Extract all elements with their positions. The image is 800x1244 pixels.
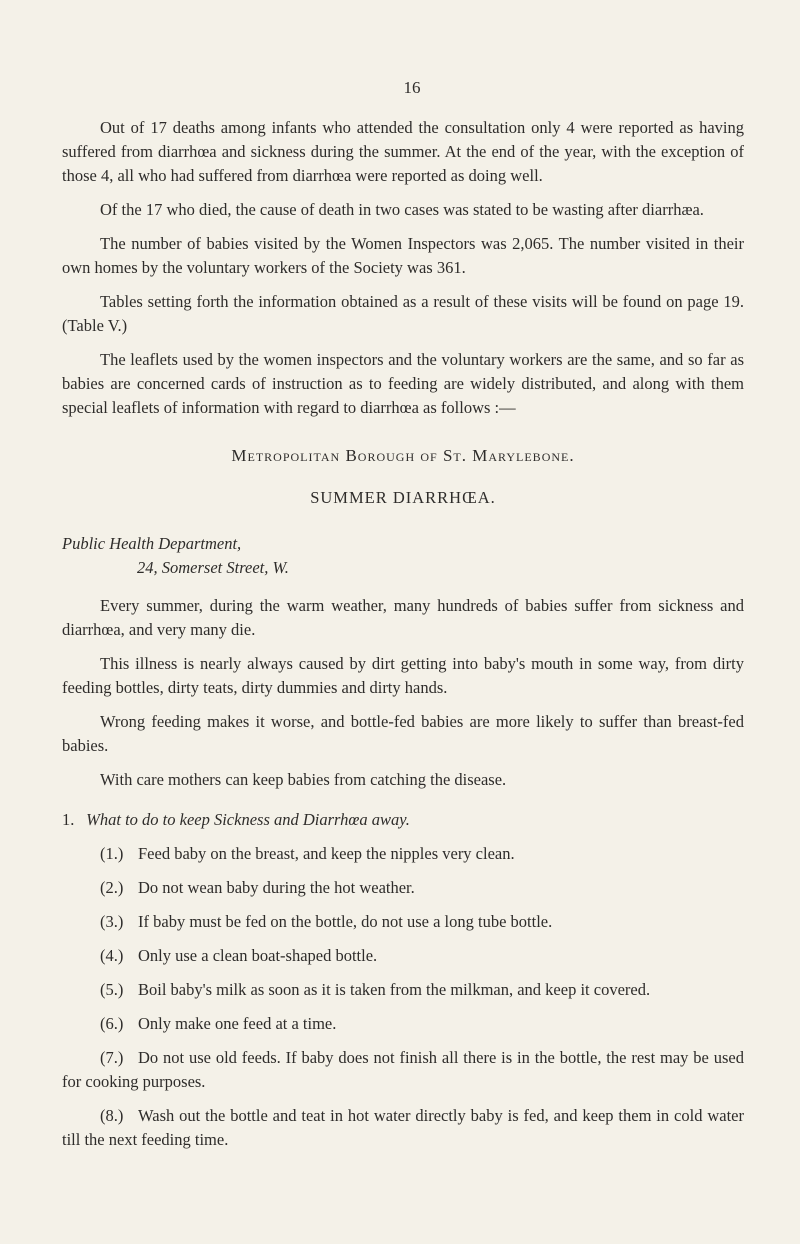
leaflet-title: SUMMER DIARRHŒA. bbox=[310, 488, 496, 507]
instruction-item bbox=[62, 944, 744, 968]
section-heading bbox=[62, 808, 744, 832]
instruction-item bbox=[62, 1046, 744, 1094]
item-number: (4.) bbox=[100, 946, 124, 965]
instruction-item bbox=[62, 978, 744, 1002]
instruction-item bbox=[62, 1104, 744, 1152]
item-text: Do not wean baby during the hot weather. bbox=[138, 878, 415, 897]
instruction-list bbox=[62, 842, 744, 1152]
intro-paragraph: Out of 17 deaths among infants who attended the consultation only 4 were reported as having suffered from diarrhœa and sickness during the summer. At the end of the year, with the exception of those 4, all who had suffered from diarrhœa were reported as doing well. bbox=[62, 118, 744, 185]
item-text: Wash out the bottle and teat in hot water directly baby is fed, and keep them in cold water till the next feeding time. bbox=[62, 1106, 744, 1149]
intro-paragraph: The number of babies visited by the Women Inspectors was 2,065. The number visited in their own homes by the voluntary workers of the Society was 361. bbox=[62, 234, 744, 277]
address-line-2: 24, Somerset Street, W. bbox=[137, 558, 289, 577]
borough-heading: Metropolitan Borough of St. Marylebone. bbox=[231, 446, 575, 465]
intro-paragraph: Of the 17 who died, the cause of death in two cases was stated to be wasting after diarrhæa. bbox=[100, 200, 704, 219]
item-number: (6.) bbox=[100, 1014, 124, 1033]
page-body bbox=[62, 116, 744, 1162]
section-title: What to do to keep Sickness and Diarrhœa away. bbox=[86, 810, 410, 829]
instruction-item bbox=[62, 842, 744, 866]
item-text: Do not use old feeds. If baby does not finish all there is in the bottle, the rest may be used for cooking purposes. bbox=[62, 1048, 744, 1091]
advice-paragraph: With care mothers can keep babies from catching the disease. bbox=[100, 770, 507, 789]
address-line-1: Public Health Department, bbox=[62, 534, 242, 553]
item-text: If baby must be fed on the bottle, do not use a long tube bottle. bbox=[138, 912, 553, 931]
advice-paragraph: Every summer, during the warm weather, many hundreds of babies suffer from sickness and diarrhœa, and very many die. bbox=[62, 596, 744, 639]
item-number: (8.) bbox=[100, 1106, 124, 1125]
item-text: Only make one feed at a time. bbox=[138, 1014, 337, 1033]
advice-section bbox=[62, 594, 744, 792]
item-number: (2.) bbox=[100, 878, 124, 897]
item-text: Only use a clean boat-shaped bottle. bbox=[138, 946, 378, 965]
intro-paragraph: The leaflets used by the women inspectors and the voluntary workers are the same, and so far as babies are concerned cards of instruction as to feeding are widely distributed, and along with them special leaflets of information with regard to diarrhœa as follows :— bbox=[62, 350, 744, 417]
advice-paragraph: This illness is nearly always caused by dirt getting into baby's mouth in some way, from dirty feeding bottles, dirty teats, dirty dummies and dirty hands. bbox=[62, 654, 744, 697]
item-text: Boil baby's milk as soon as it is taken from the milkman, and keep it covered. bbox=[138, 980, 651, 999]
section-number: 1. bbox=[62, 810, 75, 829]
instruction-item bbox=[62, 876, 744, 900]
item-text: Feed baby on the breast, and keep the nipples very clean. bbox=[138, 844, 515, 863]
department-address bbox=[62, 532, 744, 580]
item-number: (5.) bbox=[100, 980, 124, 999]
item-number: (1.) bbox=[100, 844, 124, 863]
item-number: (3.) bbox=[100, 912, 124, 931]
advice-paragraph: Wrong feeding makes it worse, and bottle-fed babies are more likely to suffer than breast-fed babies. bbox=[62, 712, 744, 755]
item-number: (7.) bbox=[100, 1048, 124, 1067]
page-number: 16 bbox=[403, 78, 421, 97]
instruction-item bbox=[62, 910, 744, 934]
intro-paragraph: Tables setting forth the information obtained as a result of these visits will be found on page 19. (Table V.) bbox=[62, 292, 744, 335]
instruction-item bbox=[62, 1012, 744, 1036]
